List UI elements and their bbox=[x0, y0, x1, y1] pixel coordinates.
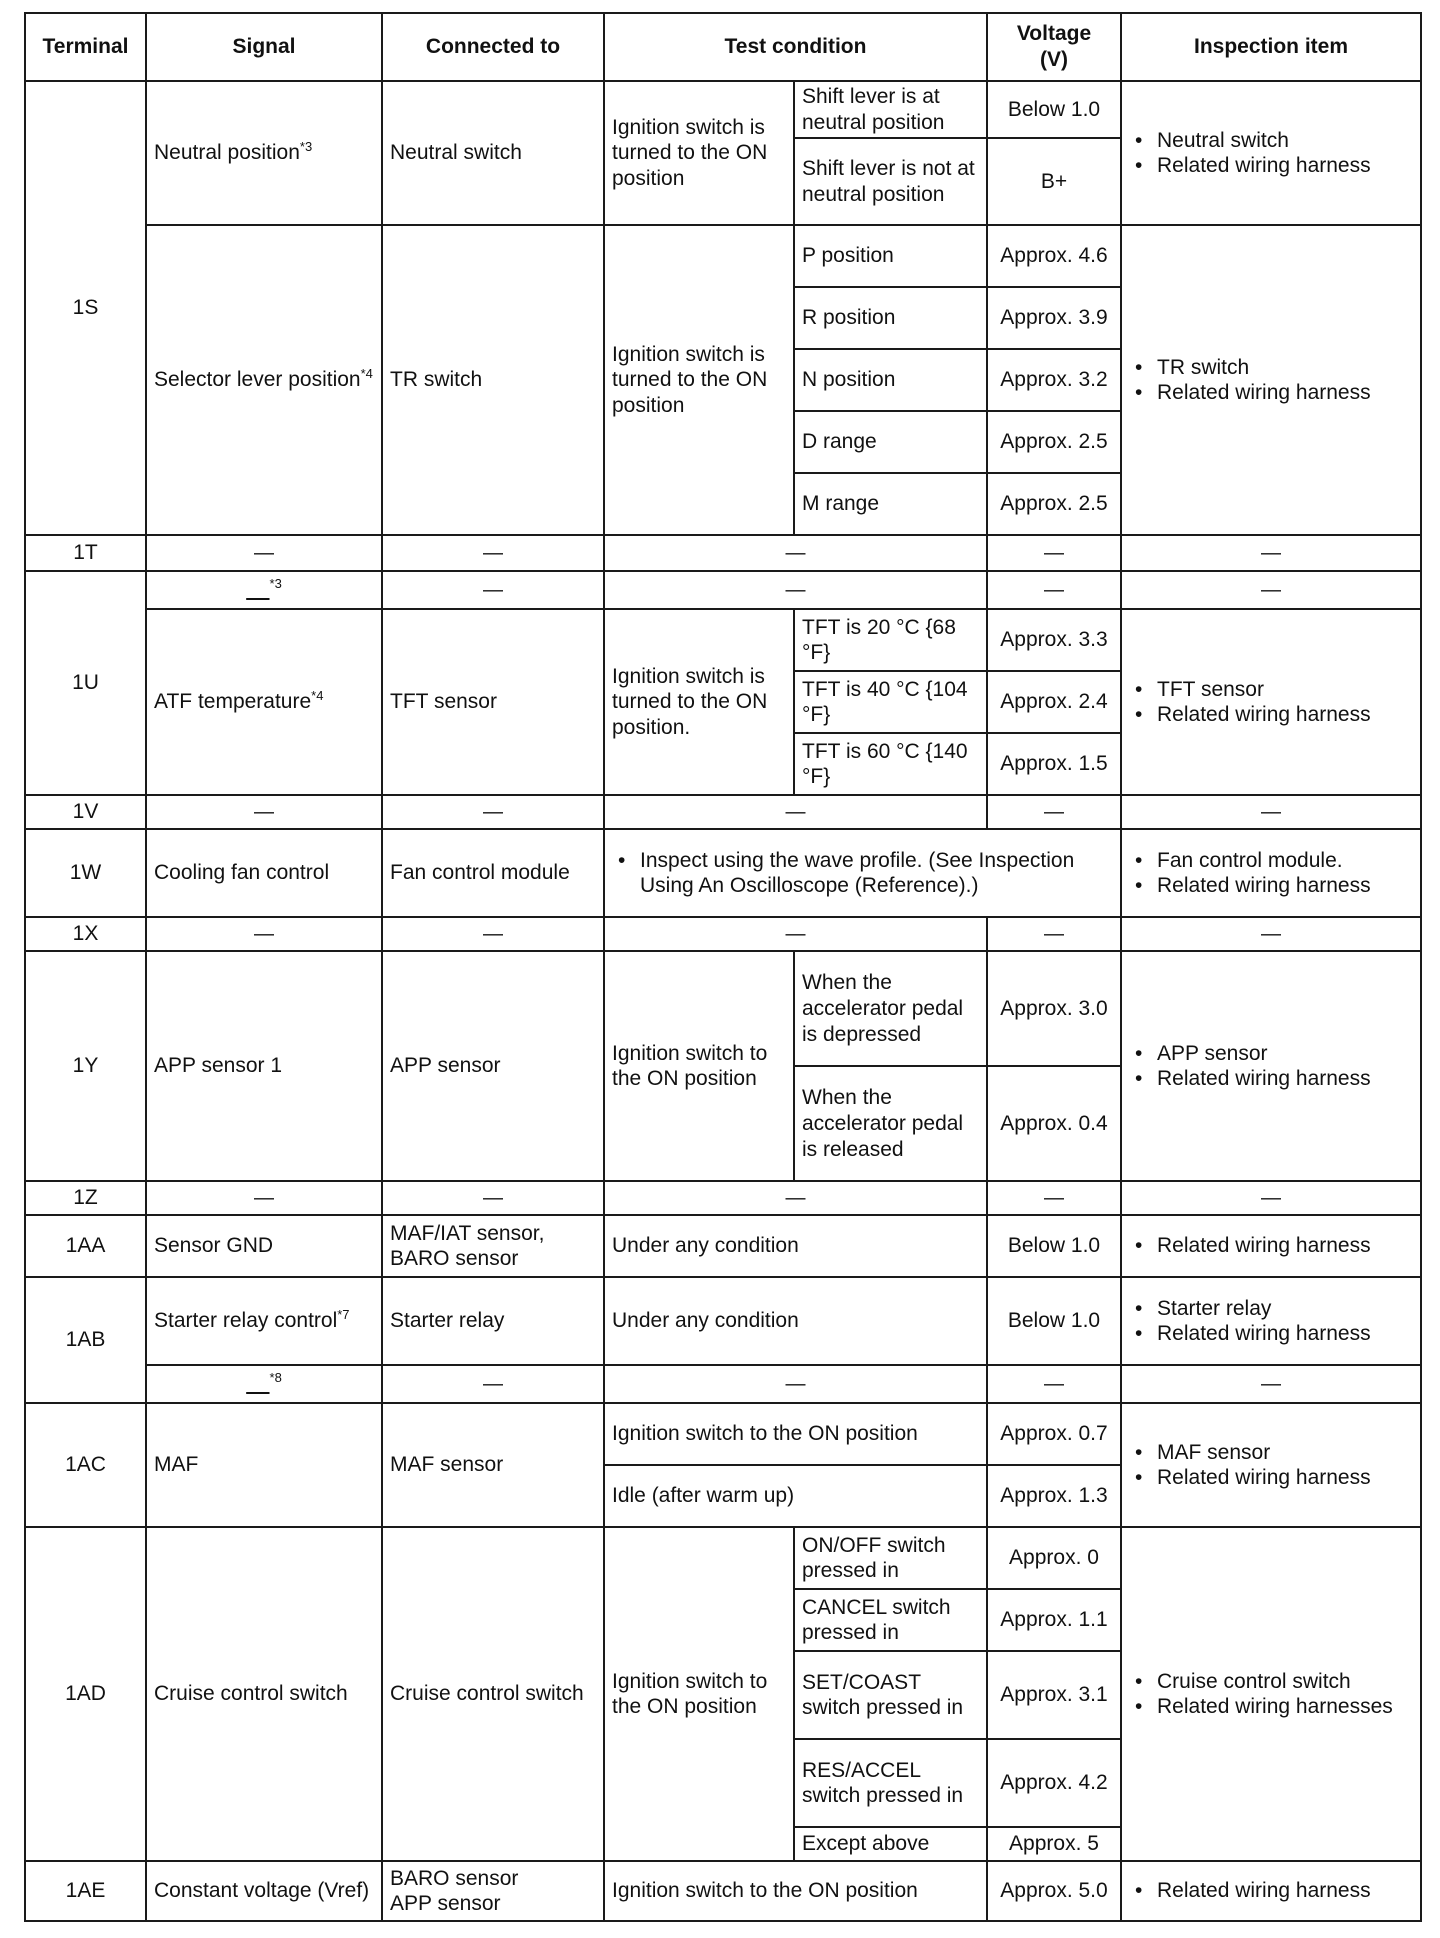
signal-text: Neutral position bbox=[154, 141, 300, 165]
terminal-cell: 1AD bbox=[25, 1527, 146, 1861]
header-voltage bbox=[987, 13, 1121, 81]
signal-text: Selector lever position bbox=[154, 368, 361, 392]
inspection-item: • Starter relay bbox=[1157, 1296, 1413, 1322]
header-terminal: Terminal bbox=[25, 13, 146, 81]
connected-to-line: BARO sensor bbox=[390, 1866, 519, 1890]
empty-dash: — bbox=[146, 1181, 382, 1215]
test-condition-cell: Ignition switch to the ON position bbox=[604, 1527, 794, 1861]
terminal-cell: 1V bbox=[25, 795, 146, 829]
voltage-cell: Approx. 0.4 bbox=[987, 1066, 1121, 1181]
terminal-cell: 1W bbox=[25, 829, 146, 917]
signal-text: Starter relay control bbox=[154, 1309, 338, 1333]
test-condition-cell: Ignition switch to the ON position bbox=[604, 951, 794, 1181]
connected-to-cell: Neutral switch bbox=[382, 81, 604, 225]
empty-dash: — bbox=[604, 1365, 987, 1403]
inspection-item: • Fan control module. bbox=[1157, 848, 1413, 874]
empty-dash: — bbox=[1121, 917, 1421, 951]
empty-dash: — bbox=[1121, 1181, 1421, 1215]
signal-cell bbox=[146, 1277, 382, 1365]
terminal-cell: 1T bbox=[25, 535, 146, 571]
empty-dash: — bbox=[382, 535, 604, 571]
table-row bbox=[25, 829, 1421, 917]
inspection-item: • Related wiring harness bbox=[1157, 1233, 1413, 1259]
voltage-cell: Approx. 4.6 bbox=[987, 225, 1121, 287]
table-row bbox=[25, 1181, 1421, 1215]
empty-dash bbox=[246, 578, 269, 601]
voltage-cell: Approx. 5 bbox=[987, 1827, 1121, 1861]
empty-dash: — bbox=[146, 795, 382, 829]
terminal-cell: 1U bbox=[25, 571, 146, 795]
table-row bbox=[25, 535, 1421, 571]
empty-dash: — bbox=[1121, 1365, 1421, 1403]
inspection-cell bbox=[1121, 225, 1421, 535]
empty-dash: — bbox=[987, 571, 1121, 609]
subcondition-cell: When the accelerator pedal is depressed bbox=[794, 951, 987, 1066]
terminal-cell: 1S bbox=[25, 81, 146, 535]
inspection-cell bbox=[1121, 1403, 1421, 1527]
empty-dash: — bbox=[382, 1181, 604, 1215]
empty-dash: — bbox=[604, 535, 987, 571]
table-row bbox=[25, 1365, 1421, 1403]
inspection-cell bbox=[1121, 609, 1421, 795]
subcondition-cell: When the accelerator pedal is released bbox=[794, 1066, 987, 1181]
test-condition-cell: Ignition switch to the ON position bbox=[604, 1861, 987, 1921]
signal-cell bbox=[146, 1365, 382, 1403]
terminal-cell: 1AE bbox=[25, 1861, 146, 1921]
subcondition-cell: SET/COAST switch pressed in bbox=[794, 1651, 987, 1739]
empty-dash: — bbox=[987, 1365, 1121, 1403]
terminal-inspection-document bbox=[24, 12, 1420, 1922]
terminal-cell: 1Y bbox=[25, 951, 146, 1181]
signal-cell: Constant voltage (Vref) bbox=[146, 1861, 382, 1921]
table-row bbox=[25, 795, 1421, 829]
connected-to-cell: MAF sensor bbox=[382, 1403, 604, 1527]
inspection-cell bbox=[1121, 81, 1421, 225]
signal-cell: MAF bbox=[146, 1403, 382, 1527]
signal-cell: APP sensor 1 bbox=[146, 951, 382, 1181]
test-condition-cell: Idle (after warm up) bbox=[604, 1465, 987, 1527]
table-row bbox=[25, 1215, 1421, 1277]
footnote-ref: *4 bbox=[360, 366, 373, 382]
inspection-item: • Related wiring harness bbox=[1157, 1465, 1413, 1491]
signal-cell: Cruise control switch bbox=[146, 1527, 382, 1861]
voltage-cell: Approx. 2.4 bbox=[987, 671, 1121, 733]
signal-cell bbox=[146, 81, 382, 225]
voltage-cell: Approx. 3.2 bbox=[987, 349, 1121, 411]
connected-to-cell: APP sensor bbox=[382, 951, 604, 1181]
test-condition-cell: Ignition switch to the ON position bbox=[604, 1403, 987, 1465]
subcondition-cell: Shift lever is at neutral position bbox=[794, 81, 987, 138]
table-row bbox=[25, 1277, 1421, 1365]
inspection-item: • Neutral switch bbox=[1157, 128, 1413, 154]
subcondition-cell: R position bbox=[794, 287, 987, 349]
subcondition-cell: Shift lever is not at neutral position bbox=[794, 138, 987, 225]
empty-dash: — bbox=[146, 535, 382, 571]
subcondition-cell: RES/ACCEL switch pressed in bbox=[794, 1739, 987, 1827]
header-voltage-line2: (V) bbox=[1040, 48, 1068, 71]
connected-to-cell: Starter relay bbox=[382, 1277, 604, 1365]
connected-to-cell: TR switch bbox=[382, 225, 604, 535]
voltage-cell: Below 1.0 bbox=[987, 81, 1121, 138]
table-row bbox=[25, 225, 1421, 287]
inspection-item: • Related wiring harness bbox=[1157, 380, 1413, 406]
header-connected-to: Connected to bbox=[382, 13, 604, 81]
empty-dash: — bbox=[987, 1181, 1121, 1215]
empty-dash: — bbox=[987, 535, 1121, 571]
signal-cell: Sensor GND bbox=[146, 1215, 382, 1277]
test-condition-cell: Under any condition bbox=[604, 1277, 987, 1365]
table-row bbox=[25, 609, 1421, 671]
empty-dash: — bbox=[604, 571, 987, 609]
test-condition-cell bbox=[604, 829, 1121, 917]
table-row bbox=[25, 81, 1421, 138]
footnote-ref: *3 bbox=[299, 139, 313, 155]
empty-dash bbox=[246, 1372, 269, 1395]
voltage-cell: B+ bbox=[987, 138, 1121, 225]
header-test-condition: Test condition bbox=[604, 13, 987, 81]
inspection-item: • Related wiring harness bbox=[1157, 1878, 1413, 1904]
test-condition-cell: Ignition switch is turned to the ON position bbox=[604, 225, 794, 535]
header-voltage-line1: Voltage bbox=[1016, 22, 1092, 46]
footnote-ref: *7 bbox=[337, 1307, 350, 1323]
footnote-ref: *3 bbox=[269, 576, 282, 592]
inspection-item: • TR switch bbox=[1157, 355, 1413, 381]
terminal-cell: 1AB bbox=[25, 1277, 146, 1403]
terminal-cell: 1X bbox=[25, 917, 146, 951]
inspection-cell bbox=[1121, 951, 1421, 1181]
subcondition-cell: P position bbox=[794, 225, 987, 287]
voltage-cell: Approx. 0.7 bbox=[987, 1403, 1121, 1465]
terminal-cell: 1Z bbox=[25, 1181, 146, 1215]
signal-cell bbox=[146, 609, 382, 795]
table-row bbox=[25, 1527, 1421, 1589]
empty-dash: — bbox=[604, 1181, 987, 1215]
table-header-row bbox=[25, 13, 1421, 81]
test-condition-cell: Ignition switch is turned to the ON position. bbox=[604, 609, 794, 795]
inspection-cell bbox=[1121, 1215, 1421, 1277]
table-row bbox=[25, 951, 1421, 1066]
inspection-item: • TFT sensor bbox=[1157, 677, 1413, 703]
subcondition-cell: CANCEL switch pressed in bbox=[794, 1589, 987, 1651]
subcondition-cell: M range bbox=[794, 473, 987, 535]
inspection-item: • Related wiring harness bbox=[1157, 1066, 1413, 1092]
footnote-ref: *8 bbox=[269, 1370, 282, 1386]
voltage-cell: Approx. 2.5 bbox=[987, 473, 1121, 535]
empty-dash: — bbox=[604, 795, 987, 829]
voltage-cell: Approx. 5.0 bbox=[987, 1861, 1121, 1921]
voltage-cell: Approx. 3.0 bbox=[987, 951, 1121, 1066]
signal-cell bbox=[146, 225, 382, 535]
voltage-cell: Approx. 1.1 bbox=[987, 1589, 1121, 1651]
voltage-cell: Approx. 3.9 bbox=[987, 287, 1121, 349]
voltage-cell: Approx. 4.2 bbox=[987, 1739, 1121, 1827]
empty-dash: — bbox=[382, 1365, 604, 1403]
voltage-cell: Approx. 3.1 bbox=[987, 1651, 1121, 1739]
terminal-cell: 1AA bbox=[25, 1215, 146, 1277]
inspection-cell bbox=[1121, 1861, 1421, 1921]
connected-to-cell: Cruise control switch bbox=[382, 1527, 604, 1861]
empty-dash: — bbox=[146, 917, 382, 951]
terminal-cell: 1AC bbox=[25, 1403, 146, 1527]
table-row bbox=[25, 917, 1421, 951]
table-row bbox=[25, 1403, 1421, 1465]
inspection-item: • Related wiring harnesses bbox=[1157, 1694, 1413, 1720]
voltage-cell: Below 1.0 bbox=[987, 1215, 1121, 1277]
voltage-cell: Approx. 2.5 bbox=[987, 411, 1121, 473]
subcondition-cell: N position bbox=[794, 349, 987, 411]
voltage-cell: Approx. 1.3 bbox=[987, 1465, 1121, 1527]
connected-to-cell: MAF/IAT sensor, BARO sensor bbox=[382, 1215, 604, 1277]
header-signal: Signal bbox=[146, 13, 382, 81]
subcondition-cell: TFT is 40 °C {104 °F} bbox=[794, 671, 987, 733]
test-condition-cell: Ignition switch is turned to the ON position bbox=[604, 81, 794, 225]
test-condition-item: • Inspect using the wave profile. (See Inspection Using An Oscilloscope (Reference).) bbox=[640, 848, 1113, 899]
inspection-cell bbox=[1121, 1527, 1421, 1861]
inspection-item: • Cruise control switch bbox=[1157, 1669, 1413, 1695]
terminal-voltage-table bbox=[24, 12, 1422, 1922]
inspection-cell bbox=[1121, 829, 1421, 917]
inspection-cell bbox=[1121, 1277, 1421, 1365]
voltage-cell: Approx. 0 bbox=[987, 1527, 1121, 1589]
inspection-item: • Related wiring harness bbox=[1157, 873, 1413, 899]
inspection-item: • Related wiring harness bbox=[1157, 1321, 1413, 1347]
empty-dash: — bbox=[382, 571, 604, 609]
connected-to-line: APP sensor bbox=[390, 1892, 501, 1916]
empty-dash: — bbox=[987, 917, 1121, 951]
voltage-cell: Approx. 1.5 bbox=[987, 733, 1121, 795]
test-condition-cell: Under any condition bbox=[604, 1215, 987, 1277]
connected-to-cell: TFT sensor bbox=[382, 609, 604, 795]
table-row bbox=[25, 1861, 1421, 1921]
empty-dash: — bbox=[382, 795, 604, 829]
empty-dash: — bbox=[987, 795, 1121, 829]
voltage-cell: Approx. 3.3 bbox=[987, 609, 1121, 671]
footnote-ref: *4 bbox=[311, 688, 324, 704]
empty-dash: — bbox=[382, 917, 604, 951]
inspection-item: • Related wiring harness bbox=[1157, 702, 1413, 728]
empty-dash: — bbox=[1121, 795, 1421, 829]
subcondition-cell: ON/OFF switch pressed in bbox=[794, 1527, 987, 1589]
inspection-item: • Related wiring harness bbox=[1157, 153, 1413, 179]
signal-cell: Cooling fan control bbox=[146, 829, 382, 917]
empty-dash: — bbox=[1121, 535, 1421, 571]
connected-to-cell bbox=[382, 1861, 604, 1921]
subcondition-cell: Except above bbox=[794, 1827, 987, 1861]
signal-text: ATF temperature bbox=[154, 690, 312, 714]
inspection-item: • MAF sensor bbox=[1157, 1440, 1413, 1466]
voltage-cell: Below 1.0 bbox=[987, 1277, 1121, 1365]
table-row bbox=[25, 571, 1421, 609]
subcondition-cell: TFT is 20 °C {68 °F} bbox=[794, 609, 987, 671]
inspection-item: • APP sensor bbox=[1157, 1041, 1413, 1067]
connected-to-cell: Fan control module bbox=[382, 829, 604, 917]
signal-cell bbox=[146, 571, 382, 609]
empty-dash: — bbox=[1121, 571, 1421, 609]
subcondition-cell: TFT is 60 °C {140 °F} bbox=[794, 733, 987, 795]
empty-dash: — bbox=[604, 917, 987, 951]
subcondition-cell: D range bbox=[794, 411, 987, 473]
header-inspection-item: Inspection item bbox=[1121, 13, 1421, 81]
